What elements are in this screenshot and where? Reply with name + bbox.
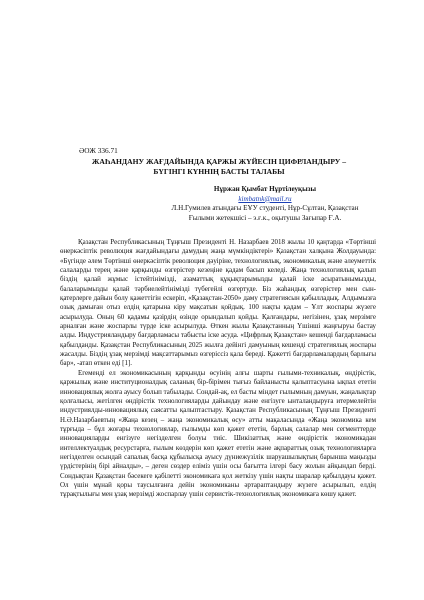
author-name: Нұржан Қымбат Нұртілеуқызы bbox=[213, 185, 317, 193]
article-body bbox=[60, 238, 376, 500]
supervisor-line: Ғылыми жетекшісі – э.ғ.к., оқытушы Зағыпар Ғ.А. bbox=[188, 213, 342, 222]
author-email-link[interactable]: kimbatnk@mail.ru bbox=[238, 194, 292, 203]
author-affiliation: Л.Н.Гумилев атындағы ЕҰУ студенті, Нұр-Сұлтан, Қазақстан bbox=[171, 204, 359, 213]
author-block bbox=[150, 185, 380, 223]
title-line-2: БҮГІНГІ КҮННІҢ БАСТЫ ТАЛАБЫ bbox=[153, 167, 285, 176]
title-line-1: ЖАҺАНДАНУ ЖАҒДАЙЫНДА ҚАРЖЫ ЖҮЙЕСІН ЦИФРЛАНДЫРУ – bbox=[91, 157, 347, 166]
article-title bbox=[60, 157, 378, 177]
paragraph-1: Қазақстан Республикасының Тұңғыш Президенті Н. Назарбаев 2018 жылы 10 қаңтарда «Төртінші өнеркәсіптік революция жағдайындағы дамудың жаңа мүмкіндіктері» Қазақстан халқына Жолдауында: «Бүгінде әлем Төртінші өнеркәсіптік революция дәуіріне, технологиялық, экономикалық және әлеуметтік салаларды терең және қарқынды өзгерістер кезеңіне қадам басып келеді. Жаңа технологиялық қалып біздің қалай жұмыс істейтініміздi, азаматтық құқықтарымызды қалай iске асыратынымызды, балаларымызды қалай тәрбиелейтінімізді түбегейлі өзгертуде. Біз жаһандық өзгерістер мен сын-қатерлерге дайын болу қажеттігін ескеріп, «Қазақстан-2050» даму стратегиясын қабылладық. Алдымызға озық дамыған отыз елдің қатарына кіру мақсатын қойдық. 100 нақты қадам – Ұлт жоспары жүзеге асырылуда. Оның 60 қадамы қазірдің өзінде орындалып қойды. Қалғандары, негізінен, ұзақ мерзімге арналған және жоспарлы түрде іске асырылуда. Өткен жылы Қазақстанның Үшінші жаңғыруы бастау алды. Индустрияландыру бағдарламасы табысты іске асуда. «Цифрлық Қазақстан» кешенді бағдарламасы қабылданды. Қазақстан Республикасының 2025 жылға дейінгі дамуының кешенді стратегиялық жоспары жасалды. Біздің ұзақ мерзімді мақсаттарымыз өзгерiссiз қала береді. Қажетті бағдарламалардың барлығы бар», -атап өткен еді [1]. bbox=[60, 238, 376, 368]
paragraph-2: Егеменді ел экономикасының қарқынды өсуінің алғы шарты ғылыми-техникалық, өндірістік, қаржылық және институционалдық саланың бір-бірімен тығыз байланысты қалыптасуына ықпал ететін инновациялық жолға ауысу болып табылады. Сондай-ақ, ел басты міндет ғылымның дамуын, жаңалықтар қолғалысы, жетілген өндірістік технологияларды дайындау және енгізуге ынталандыруға итермелейтін индустриялды-инновациялық саясатты қалыптастыру. Қазақстан Республикасының Тұңғыш Президенті Н.Ә.Назарбаевтың «Жаңа кезең – жаңа экономикалық өсу» атты мақаласында «Жаңа экономика кем тұрғыда – бұл жоғары технологиялар, ғылымды көп қажет ететін, барлық салалар мен сегменттерде инновацияларды енгізуге негізделген болуы тиіс. Шикізаттық және өндірістік экономикадан интеллектуалдық ресурстарға, ғылым көздерін көп қажет ететін және ақпараттық озық технологияларға негізделген осындай сапалық басқа құбылысқа ауысу дүниежүзілік шаруашылықтың барынша маңызды үрдістерінің бірі айналды», – деген сөздер еліміз үшін осы бағытта ілгері басу жолын айқындап берді. Сондықтан Қазақстан бәсекеге қабілетті экономикаға қол жеткізу үшін нақты шаралар қабылдауы қажет. Ол үшін мұнай қоры таусылғанға дейін экономиканы әртараптандыру жүзеге асырылып, елдің тұрақтылығы мен ұзақ мерзімді жоспарлау үшін сервистік-технологиялық экономикаға көшу қажет. bbox=[60, 368, 376, 499]
udc-code: ӘОЖ 336.71 bbox=[79, 146, 118, 155]
